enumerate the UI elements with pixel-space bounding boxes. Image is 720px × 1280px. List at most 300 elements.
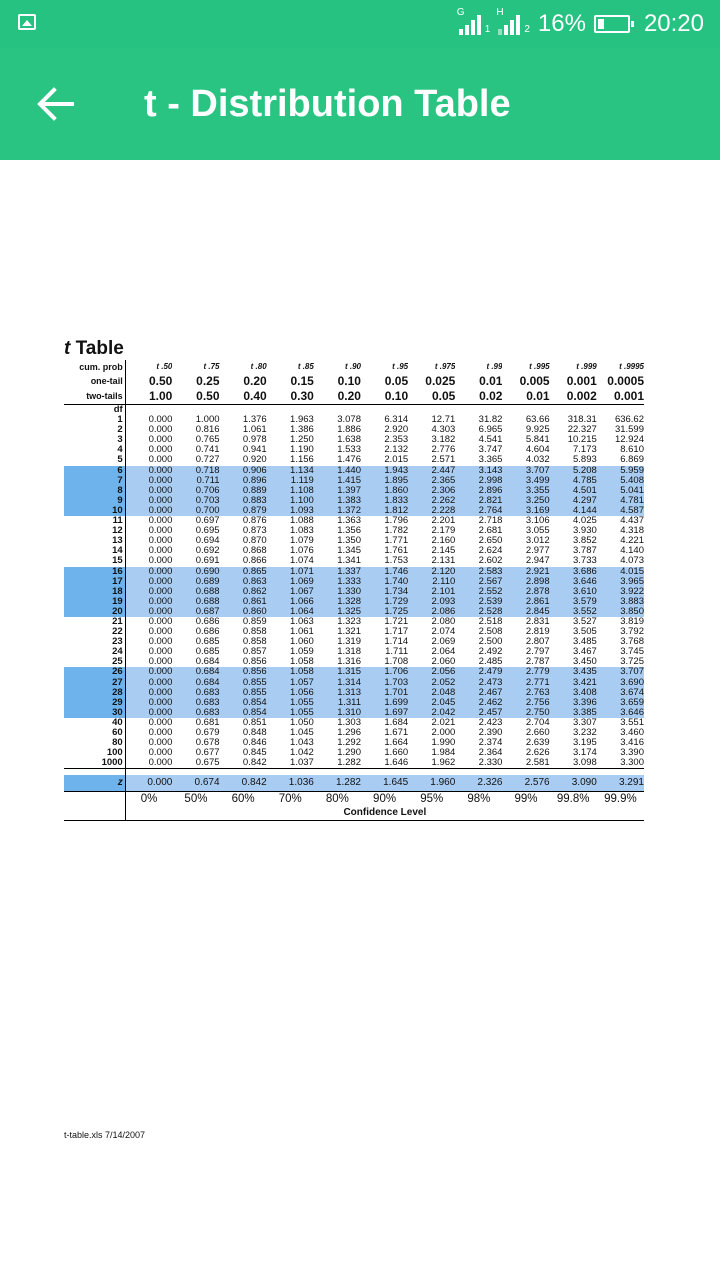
table-row-cell: 2.080 [431,616,456,627]
table-row-cell: 3.659 [597,698,644,708]
table-row-cell: 1.337 [314,567,361,577]
table-row-cell: 0.000 [148,425,173,436]
cum-prob-row-cell: t .999 [576,362,597,371]
cum-prob-row-cell: t .90 [344,362,361,371]
confidence-pct-row-cell: 95% [420,793,444,806]
table-row-cell: 0.684 [172,678,219,688]
table-row-cell: 0.868 [242,546,267,557]
table-row-cell: 1.701 [361,688,408,698]
table-row-cell: 3.819 [620,616,644,627]
table-row-cell: 2.262 [408,496,455,506]
table-row-cell: 0.920 [242,455,267,466]
table-row-cell: 1.734 [361,587,408,597]
table-row-cell: 1.316 [337,657,361,668]
table-row-cell: 0.681 [195,717,220,728]
table-row-cell: 4.073 [620,556,644,567]
table-row-cell: 2.861 [502,597,549,607]
table-row-cell: 3.300 [597,758,644,769]
table-row-cell: 2.831 [525,616,550,627]
table-row-cell: 1.717 [384,627,409,638]
table-row [64,476,644,486]
table-row-label: 1 [64,415,125,425]
table-row-cell: 0.675 [172,758,219,769]
table-row-cell: 3.385 [550,708,597,718]
table-row-label: 27 [64,678,125,688]
table-row-cell: 1.321 [337,627,361,638]
back-arrow-icon[interactable] [36,84,76,124]
table-row-cell: 3.169 [502,506,549,516]
table-row-cell: 1.066 [267,597,314,607]
table-row-cell: 0.000 [125,506,172,516]
table-row-cell: 1.664 [384,738,409,749]
table-row-cell: 1.533 [337,445,361,456]
table-row-cell: 1.328 [314,597,361,607]
table-row-cell: 0.678 [195,738,220,749]
z-row-cell: 0.674 [172,775,219,792]
table-row-cell: 2.457 [455,708,502,718]
table-row-cell: 2.485 [478,657,503,668]
table-row [64,567,644,577]
table-row-cell: 1.064 [267,607,314,617]
z-row [64,775,644,792]
two-tails-row-cell: 0.40 [220,389,267,405]
table-row-cell: 2.042 [408,708,455,718]
confidence-pct-row-cell: 90% [373,793,397,806]
table-row-cell: 0.684 [195,657,220,668]
table-row-cell: 0.859 [242,616,267,627]
table-row-cell: 1.119 [267,476,314,486]
table-row-label: 3 [64,435,125,445]
battery-icon [594,15,630,33]
table-row [64,617,644,627]
z-row-label: z [64,775,125,792]
table-row-cell: 1.055 [267,708,314,718]
table-row-cell: 3.182 [431,435,456,446]
table-row-cell: 2.462 [455,698,502,708]
table-row-label: 5 [64,455,125,465]
table-row-cell: 1.083 [290,526,314,537]
table-row-cell: 0.848 [242,728,267,738]
table-row-cell: 2.364 [478,748,503,759]
table-row-cell: 5.041 [597,486,644,496]
table-row-cell: 1.319 [337,637,361,648]
table-row-cell: 3.579 [550,597,597,607]
one-tail-row-cell: 0.001 [566,374,597,388]
table-row-label: 100 [64,748,125,758]
table-row [64,415,644,425]
table-row-label: 2 [64,425,125,435]
table-row-cell: 1.000 [195,415,220,426]
table-row-cell: 2.064 [431,647,456,658]
table-row-label: 8 [64,486,125,496]
table-row-cell: 0.685 [195,647,220,658]
df-header-spacer [550,405,597,416]
battery-percent: 16% [537,10,586,37]
table-row-label: 13 [64,536,125,546]
cum-prob-row-cell: t .9995 [619,362,644,371]
two-tails-row-cell: 1.00 [125,389,172,405]
table-row-cell: 2.797 [525,647,550,658]
table-row-cell: 0.000 [148,627,173,638]
signal-strength-icon-1 [456,7,491,35]
table-row [64,587,644,597]
table-row-cell: 3.690 [597,678,644,688]
table-row [64,667,644,677]
table-row-cell: 0.694 [195,536,220,547]
table-row-cell: 2.528 [455,607,502,617]
table-row-label: 25 [64,657,125,667]
table-row-cell: 2.626 [525,748,550,759]
table-row-cell: 1.042 [290,748,314,759]
one-tail-row-cell: 0.10 [337,374,361,388]
table-row-cell: 0.896 [220,476,267,486]
cum-prob-row-cell: t .80 [250,362,267,371]
table-row-cell: 0.889 [220,486,267,496]
table-row-cell: 2.508 [478,627,503,638]
table-row-cell: 1.684 [384,717,409,728]
df-header-spacer [172,405,219,416]
table-row-cell: 1.071 [267,567,314,577]
confidence-label-row [64,806,644,821]
table-row-cell: 5.959 [597,466,644,476]
table-row-cell: 0.000 [148,415,173,426]
df-header-spacer [361,405,408,416]
table-row-cell: 3.930 [572,526,597,537]
one-tail-row-cell: 0.005 [519,374,550,388]
table-row-cell: 0.842 [220,758,267,769]
table-row-cell: 2.947 [525,556,550,567]
t-table-document [64,338,646,821]
table-row-cell: 2.639 [525,738,550,749]
table-row-cell: 3.883 [597,597,644,607]
table-row-cell: 0.000 [125,476,172,486]
table-row-cell: 3.850 [597,607,644,617]
table-row-cell: 3.551 [620,717,644,728]
table-row-cell: 2.571 [431,455,456,466]
z-row-cell: 1.036 [267,775,314,792]
table-row-cell: 0.690 [172,567,219,577]
table-row-cell: 3.674 [597,688,644,698]
table-row-cell: 2.763 [502,688,549,698]
table-row-cell: 0.000 [125,708,172,718]
table-row-cell: 3.552 [550,607,597,617]
table-row-cell: 4.140 [620,546,644,557]
table-row-cell: 0.711 [172,476,219,486]
table-row-cell: 1.061 [290,627,314,638]
table-row-cell: 2.045 [408,698,455,708]
table-row-cell: 1.886 [337,425,361,436]
table-row-cell: 0.862 [220,587,267,597]
table-row [64,516,644,526]
cum-prob-row [64,360,644,374]
table-row-cell: 3.106 [525,516,550,527]
table-row-cell: 3.686 [550,567,597,577]
z-row-cell: 1.960 [408,775,455,792]
table-row-cell: 3.390 [620,748,644,759]
table-row-cell: 3.768 [620,637,644,648]
table-row-cell: 2.602 [478,556,503,567]
table-row-cell: 0.686 [195,627,220,638]
table-row-cell: 0.000 [125,486,172,496]
table-row-cell: 3.365 [478,455,503,466]
table-title-italic: t [64,338,71,359]
confidence-pct-row-cell: 98% [467,793,491,806]
table-row-cell: 1.397 [314,486,361,496]
table-row-cell: 4.303 [431,425,456,436]
table-row-cell: 2.365 [408,476,455,486]
table-row-label: 28 [64,688,125,698]
table-row-cell: 0.000 [148,717,173,728]
cum-prob-row-cell: t .50 [156,362,173,371]
table-row-cell: 1.292 [337,738,361,749]
table-row-cell: 5.841 [525,435,550,446]
table-row-cell: 0.865 [220,567,267,577]
two-tails-row-cell: 0.05 [408,389,455,405]
table-row-cell: 10.215 [567,435,597,446]
table-row-cell: 1.782 [384,526,409,537]
table-row-cell: 4.541 [478,435,503,446]
status-right [456,0,704,48]
two-tails-row-cell: 0.02 [455,389,502,405]
table-row-cell: 1.310 [314,708,361,718]
table-row-label: 17 [64,577,125,587]
table-row-cell: 2.500 [478,637,503,648]
table-row-cell: 3.435 [550,667,597,677]
table-row-cell: 2.920 [384,425,409,436]
table-row-cell: 1.943 [361,466,408,476]
signal2-network-label: H [496,7,504,18]
table-row-cell: 0.866 [242,556,267,567]
confidence-pct-row [64,792,644,807]
table-row-cell: 1.134 [267,466,314,476]
z-row-cell: 0.842 [220,775,267,792]
signal-strength-icon-2 [496,7,530,35]
table-row [64,556,644,566]
table-row-cell: 1.753 [384,556,409,567]
table-row-cell: 63.66 [525,415,550,426]
table-row-cell: 0.697 [195,516,220,527]
table-row-cell: 1.074 [290,556,314,567]
table-row-cell: 0.000 [125,466,172,476]
table-row-cell: 1.376 [242,415,267,426]
table-row-cell: 1.282 [314,758,361,769]
table-row [64,526,644,536]
table-row [64,546,644,556]
table-row-cell: 0.683 [172,698,219,708]
table-row-cell: 0.000 [125,577,172,587]
table-row-cell: 2.052 [408,678,455,688]
df-header-spacer [314,405,361,416]
table-row [64,455,644,465]
table-row-cell: 2.179 [431,526,456,537]
table-row-cell: 2.306 [408,486,455,496]
table-row-cell: 1.962 [408,758,455,769]
table-row-cell: 2.583 [455,567,502,577]
table-row-cell: 1.812 [361,506,408,516]
table-row-cell: 2.845 [502,607,549,617]
t-distribution-table [64,360,644,821]
df-header-label: df [64,405,125,416]
table-row-cell: 2.447 [408,466,455,476]
table-row-cell: 3.787 [572,546,597,557]
table-row-cell: 2.650 [478,536,503,547]
z-row-cell: 0.000 [125,775,172,792]
table-row-cell: 0.677 [195,748,220,759]
table-row-cell: 1.156 [290,455,314,466]
table-row-cell: 4.785 [550,476,597,486]
table-row-cell: 0.856 [242,657,267,668]
two-tails-row-cell: 0.01 [502,389,549,405]
table-row-cell: 3.745 [620,647,644,658]
df-header-spacer [125,405,172,416]
table-row-cell: 0.000 [148,647,173,658]
cum-prob-row-cell: t .99 [486,362,503,371]
confidence-label-spacer [64,806,125,821]
cum-prob-row-cell: t .995 [529,362,550,371]
table-row-cell: 2.069 [431,637,456,648]
table-row [64,435,644,445]
table-row-cell: 3.421 [550,678,597,688]
table-row-cell: 4.587 [597,506,644,516]
table-row-cell: 0.856 [220,667,267,677]
table-row-cell: 1.250 [290,435,314,446]
table-row-cell: 0.691 [195,556,220,567]
table-row-cell: 2.624 [478,546,503,557]
table-row-label: 7 [64,476,125,486]
table-row-cell: 1.093 [267,506,314,516]
table-row-cell: 2.086 [408,607,455,617]
table-row-cell: 0.883 [220,496,267,506]
table-row-cell: 9.925 [525,425,550,436]
table-row-cell: 1.476 [337,455,361,466]
table-row-cell: 1.729 [361,597,408,607]
table-row-label: 1000 [64,758,125,769]
table-row-label: 24 [64,647,125,657]
two-tails-row-label: two-tails [64,389,125,405]
table-row-cell: 636.62 [614,415,644,426]
z-row-cell: 3.291 [597,775,644,792]
table-row-cell: 1.963 [290,415,314,426]
table-row-cell: 1.056 [267,688,314,698]
table-row-cell: 3.408 [550,688,597,698]
table-row [64,506,644,516]
table-row-cell: 0.000 [148,637,173,648]
table-row-cell: 0.688 [172,587,219,597]
table-row-cell: 2.878 [502,587,549,597]
table-row-cell: 3.852 [572,536,597,547]
cum-prob-row-cell: t .95 [392,362,409,371]
table-title-text: Table [70,338,124,359]
table-row-cell: 0.695 [195,526,220,537]
table-row-cell: 6.869 [620,455,644,466]
table-row-cell: 0.816 [195,425,220,436]
table-row-cell: 0.858 [242,627,267,638]
table-row-cell: 2.492 [478,647,503,658]
table-row-label: 6 [64,466,125,476]
table-row [64,758,644,769]
status-bar [0,0,720,48]
table-row [64,466,644,476]
df-header-spacer [267,405,314,416]
table-row-cell: 2.764 [455,506,502,516]
table-row-cell: 2.015 [384,455,409,466]
table-row-cell: 1.350 [337,536,361,547]
table-row-label: 14 [64,546,125,556]
table-row-cell: 5.408 [597,476,644,486]
table-row-cell: 3.174 [572,748,597,759]
table-row-cell: 1.660 [384,748,409,759]
table-row-cell: 0.000 [125,678,172,688]
table-row-cell: 3.232 [572,728,597,738]
table-row-cell: 2.779 [502,667,549,677]
table-row-cell: 2.093 [408,597,455,607]
two-tails-row-cell: 0.001 [597,389,644,405]
table-row-cell: 0.000 [125,607,172,617]
table-row-cell: 3.646 [597,708,644,718]
table-row-cell: 3.505 [572,627,597,638]
table-row-cell: 2.807 [525,637,550,648]
table-row-cell: 3.707 [597,667,644,677]
table-row-label: 60 [64,728,125,738]
table-row-cell: 0.879 [220,506,267,516]
table-row [64,718,644,728]
table-row-cell: 2.718 [478,516,503,527]
table-row-cell: 1.721 [384,616,409,627]
table-row-cell: 6.965 [478,425,503,436]
table-row-cell: 0.000 [125,758,172,769]
table-row-cell: 0.860 [220,607,267,617]
table-row-label: 29 [64,698,125,708]
table-row-cell: 2.201 [431,516,456,527]
one-tail-row-cell: 0.50 [149,374,173,388]
table-row-label: 16 [64,567,125,577]
one-tail-row [64,374,644,389]
table-row-cell: 22.327 [567,425,597,436]
df-header-row [64,405,644,416]
table-row-cell: 3.922 [597,587,644,597]
two-tails-row-cell: 0.10 [361,389,408,405]
table-row-cell: 4.781 [597,496,644,506]
confidence-pct-row-label [64,792,125,807]
z-row-cell: 1.282 [314,775,361,792]
table-row [64,678,644,688]
table-row-cell: 1.325 [314,607,361,617]
table-row-cell: 3.485 [572,637,597,648]
table-row-cell: 2.998 [455,476,502,486]
table-row-cell: 0.000 [125,567,172,577]
one-tail-row-cell: 0.15 [290,374,314,388]
table-row-cell: 1.703 [361,678,408,688]
table-row [64,607,644,617]
table-row-cell: 0.000 [148,516,173,527]
table-row-cell: 1.058 [290,657,314,668]
table-row-cell: 2.390 [478,728,503,738]
df-header-spacer [220,405,267,416]
table-row [64,708,644,718]
table-row-cell: 0.706 [172,486,219,496]
table-row [64,698,644,708]
table-row-cell: 1.341 [337,556,361,567]
table-row-cell: 1.386 [290,425,314,436]
cum-prob-row-cell: t .975 [434,362,456,371]
table-row-cell: 1.311 [314,698,361,708]
cum-prob-row-cell: t .75 [203,362,220,371]
table-row-cell: 3.250 [502,496,549,506]
table-row-cell: 1.290 [337,748,361,759]
signal2-sim-label: 2 [524,24,530,35]
table-row-cell: 1.037 [267,758,314,769]
table-row-cell: 1.714 [384,637,409,648]
